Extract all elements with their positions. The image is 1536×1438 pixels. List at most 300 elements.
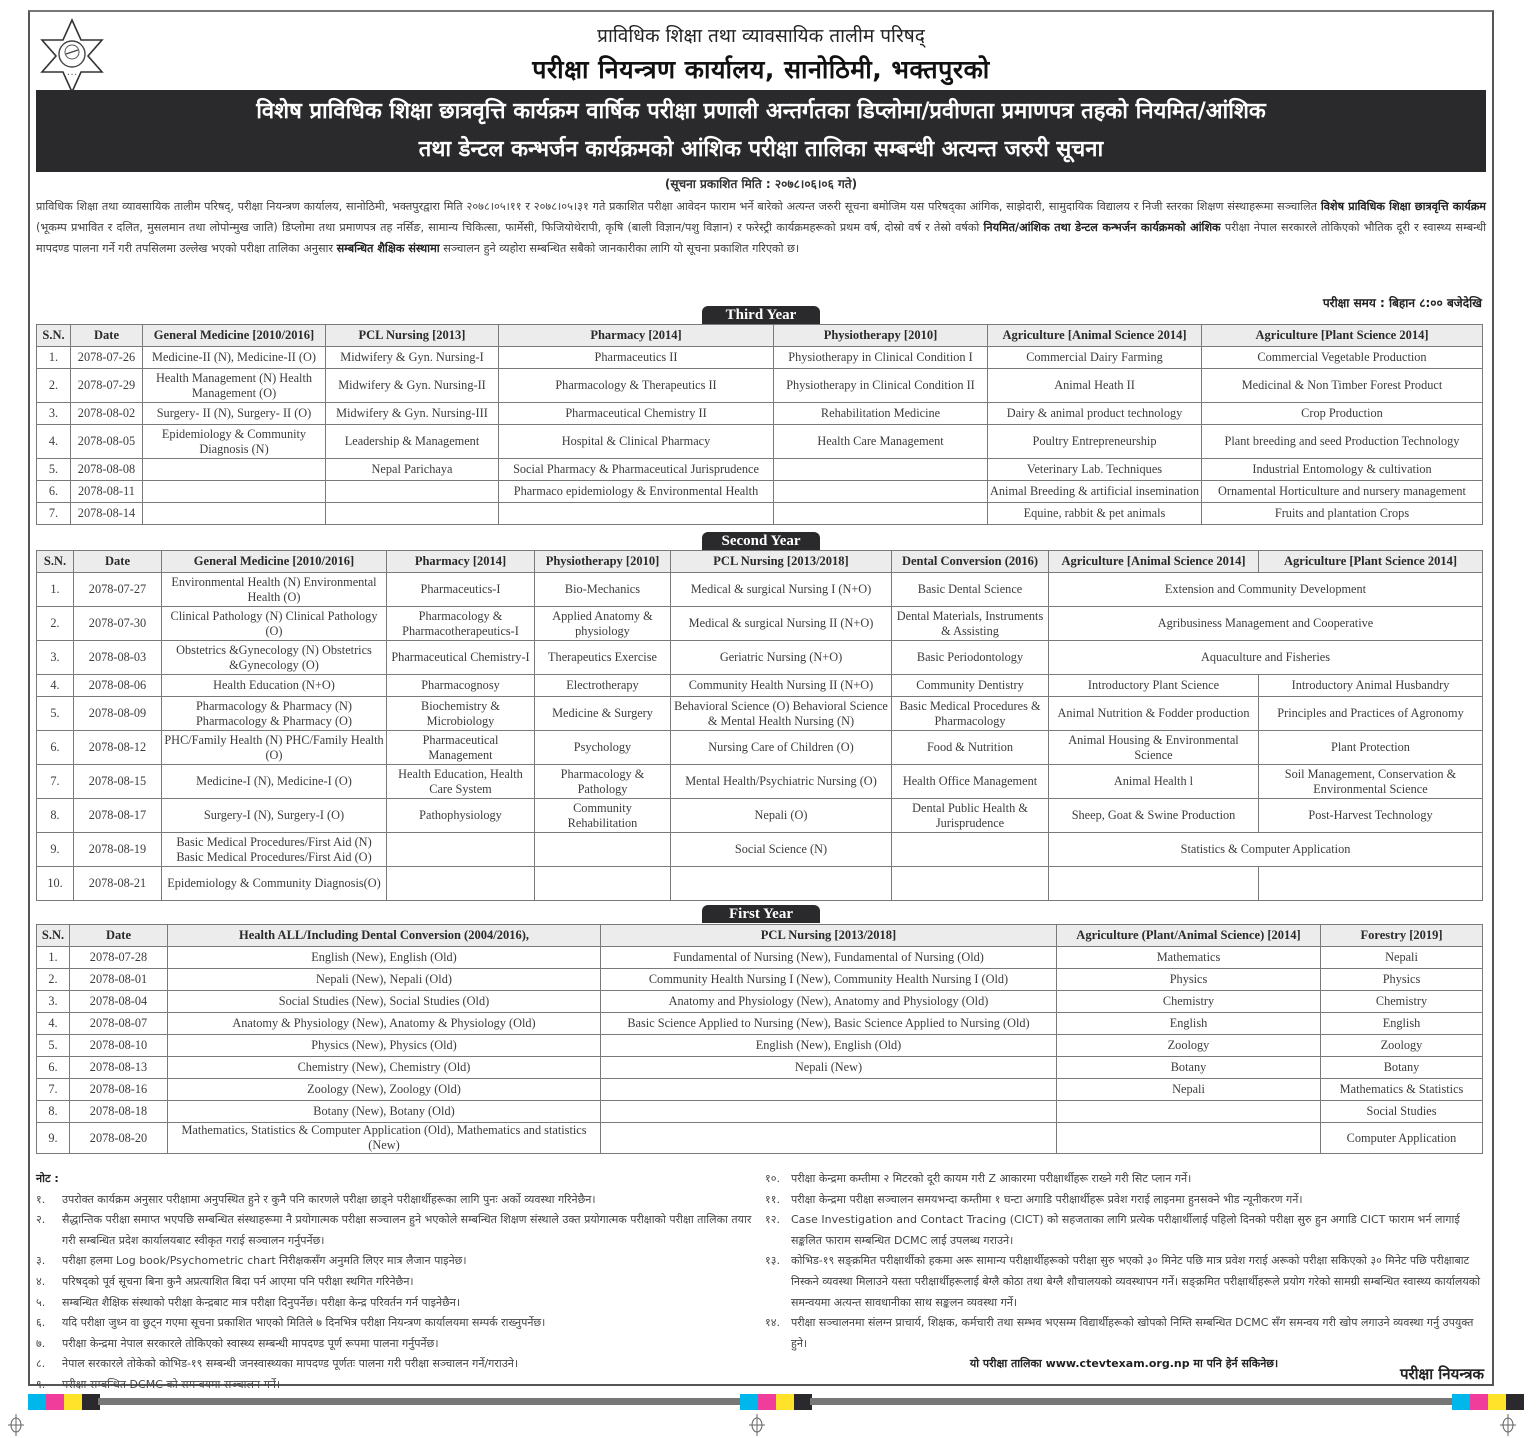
note-number: ४.: [36, 1274, 46, 1288]
column-header: General Medicine [2010/2016]: [162, 551, 387, 573]
subject-cell: [892, 833, 1049, 867]
serial-number: 9.: [37, 1123, 70, 1154]
exam-date: 2078-07-26: [71, 347, 143, 369]
subject-cell: Hospital & Clinical Pharmacy: [499, 425, 774, 459]
column-header: Date: [74, 551, 162, 573]
subject-cell: Midwifery & Gyn. Nursing-III: [326, 403, 499, 425]
signature-exam-controller: परीक्षा नियन्त्रक: [1400, 1365, 1484, 1383]
subject-cell: English (New), English (Old): [168, 947, 601, 969]
table-row: [37, 1057, 1483, 1079]
section-title-third-year: Third Year: [702, 306, 820, 324]
subject-cell: Dental Materials, Instruments & Assisting: [892, 607, 1049, 641]
note-text: नेपाल सरकारले तोकेको कोभिड-१९ सम्बन्धी जनस्वास्थ्यका मापदण्ड पूर्णतः पालना गरी परीक्षा सञ्चालन गर्ने/गराउने।: [62, 1357, 519, 1371]
svg-text:• • •: • • •: [67, 72, 77, 77]
table-row: [37, 481, 1483, 503]
subject-cell: Anatomy and Physiology (New), Anatomy and Physiology (Old): [601, 991, 1057, 1013]
column-header: Health ALL/Including Dental Conversion (2004/2016),: [168, 925, 601, 947]
subject-cell: Health Management (N) Health Management (O): [143, 369, 326, 403]
print-gray-bar: [98, 1398, 740, 1405]
color-swatch: [758, 1394, 776, 1410]
table-row: [37, 1101, 1483, 1123]
serial-number: 8.: [37, 1101, 70, 1123]
column-header: Physiotherapy [2010]: [535, 551, 671, 573]
subject-cell: Agribusiness Management and Cooperative: [1049, 607, 1483, 641]
exam-date: 2078-08-12: [74, 731, 162, 765]
subject-cell: Zoology (New), Zoology (Old): [168, 1079, 601, 1101]
serial-number: 5.: [37, 459, 71, 481]
subject-cell: [671, 867, 892, 901]
subject-cell: [387, 833, 535, 867]
intro-text: परीक्षा नेपाल सरकारले तोकिएको भौतिक दूरी र स्वास्थ्य सम्बन्धी मापदण्ड पालना गर्ने गरी तपसिलमा उल्लेख भएको परीक्षा तालिका अनुसार: [36, 221, 1486, 255]
table-row: [37, 765, 1483, 799]
registration-mark-icon: [749, 1414, 765, 1436]
subject-cell: Basic Periodontology: [892, 641, 1049, 675]
subject-cell: [1057, 1123, 1321, 1154]
note-item: [765, 1190, 1483, 1211]
subject-cell: Pharmacology & Pharmacotherapeutics-I: [387, 607, 535, 641]
subject-cell: Physics: [1057, 969, 1321, 991]
serial-number: 4.: [37, 425, 71, 459]
subject-cell: Nepali: [1057, 1079, 1321, 1101]
notice-title-banner: [36, 90, 1486, 172]
subject-cell: Pharmacology & Pathology: [535, 765, 671, 799]
note-number: ८.: [36, 1357, 46, 1371]
subject-cell: Nepali (New): [601, 1057, 1057, 1079]
notes-right-column: [765, 1169, 1483, 1375]
exam-date: 2078-08-17: [74, 799, 162, 833]
subject-cell: Botany: [1057, 1057, 1321, 1079]
exam-date: 2078-07-30: [74, 607, 162, 641]
subject-cell: Pharmaceutical Chemistry II: [499, 403, 774, 425]
table-row: [37, 641, 1483, 675]
subject-cell: [774, 459, 988, 481]
note-item: [765, 1169, 1483, 1190]
subject-cell: Animal Nutrition & Fodder production: [1049, 697, 1259, 731]
serial-number: 1.: [37, 947, 70, 969]
subject-cell: Medical & surgical Nursing I (N+O): [671, 573, 892, 607]
subject-cell: Health Education (N+O): [162, 675, 387, 697]
serial-number: 1.: [37, 347, 71, 369]
registration-mark-icon: [1500, 1414, 1516, 1436]
table-row: [37, 731, 1483, 765]
subject-cell: [1057, 1101, 1321, 1123]
subject-cell: Pharmacognosy: [387, 675, 535, 697]
subject-cell: Pathophysiology: [387, 799, 535, 833]
subject-cell: Clinical Pathology (N) Clinical Pathology (O): [162, 607, 387, 641]
subject-cell: Veterinary Lab. Techniques: [988, 459, 1202, 481]
subject-cell: Basic Medical Procedures/First Aid (N) Basic Medical Procedures/First Aid (O): [162, 833, 387, 867]
subject-cell: [601, 1101, 1057, 1123]
note-item: [36, 1251, 756, 1272]
subject-cell: Medical & surgical Nursing II (N+O): [671, 607, 892, 641]
subject-cell: Extension and Community Development: [1049, 573, 1483, 607]
note-item: [765, 1313, 1483, 1354]
subject-cell: Community Rehabilitation: [535, 799, 671, 833]
subject-cell: Health Care Management: [774, 425, 988, 459]
note-item: [36, 1190, 756, 1211]
subject-cell: Epidemiology & Community Diagnosis(O): [162, 867, 387, 901]
subject-cell: Pharmaceutical Management: [387, 731, 535, 765]
subject-cell: Botany (New), Botany (Old): [168, 1101, 601, 1123]
column-header: PCL Nursing [2013/2018]: [601, 925, 1057, 947]
subject-cell: Animal Health l: [1049, 765, 1259, 799]
serial-number: 4.: [37, 675, 74, 697]
council-name: प्राविधिक शिक्षा तथा व्यावसायिक तालीम परिषद्: [597, 25, 925, 47]
color-swatch: [740, 1394, 758, 1410]
table-row: [37, 969, 1483, 991]
subject-cell: Epidemiology & Community Diagnosis (N): [143, 425, 326, 459]
subject-cell: Physics (New), Physics (Old): [168, 1035, 601, 1057]
subject-cell: Crop Production: [1202, 403, 1483, 425]
subject-cell: [1049, 867, 1259, 901]
note-item: [36, 1354, 756, 1375]
column-header: Date: [71, 325, 143, 347]
subject-cell: Nepali: [1321, 947, 1483, 969]
subject-cell: Post-Harvest Technology: [1259, 799, 1483, 833]
exam-date: 2078-08-11: [71, 481, 143, 503]
column-header: Pharmacy [2014]: [499, 325, 774, 347]
column-header: Date: [70, 925, 168, 947]
subject-cell: Equine, rabbit & pet animals: [988, 503, 1202, 525]
subject-cell: Leadership & Management: [326, 425, 499, 459]
subject-cell: Social Studies (New), Social Studies (Old): [168, 991, 601, 1013]
subject-cell: Social Studies: [1321, 1101, 1483, 1123]
subject-cell: Biochemistry & Microbiology: [387, 697, 535, 731]
table-row: [37, 675, 1483, 697]
subject-cell: Basic Medical Procedures & Pharmacology: [892, 697, 1049, 731]
subject-cell: Fruits and plantation Crops: [1202, 503, 1483, 525]
note-number: ७.: [36, 1336, 46, 1350]
subject-cell: Animal Breeding & artificial insemination: [988, 481, 1202, 503]
note-number: ६.: [36, 1316, 46, 1330]
exam-date: 2078-08-06: [74, 675, 162, 697]
color-swatch: [1506, 1394, 1524, 1410]
subject-cell: Pharmacology & Therapeutics II: [499, 369, 774, 403]
exam-date: 2078-08-13: [70, 1057, 168, 1079]
table-row: [37, 347, 1483, 369]
published-date: (सूचना प्रकाशित मिति : २०७८।०६।०६ गते): [664, 177, 858, 191]
subject-cell: [143, 459, 326, 481]
serial-number: 7.: [37, 1079, 70, 1101]
serial-number: 10.: [37, 867, 74, 901]
table-row: [37, 403, 1483, 425]
exam-date: 2078-08-18: [70, 1101, 168, 1123]
subject-cell: Principles and Practices of Agronomy: [1259, 697, 1483, 731]
subject-cell: Mathematics: [1057, 947, 1321, 969]
subject-cell: Medicine & Surgery: [535, 697, 671, 731]
subject-cell: Plant Protection: [1259, 731, 1483, 765]
color-swatch: [46, 1394, 64, 1410]
subject-cell: Nursing Care of Children (O): [671, 731, 892, 765]
subject-cell: Electrotherapy: [535, 675, 671, 697]
serial-number: 3.: [37, 991, 70, 1013]
serial-number: 9.: [37, 833, 74, 867]
color-swatch: [1488, 1394, 1506, 1410]
third-year-table: [36, 324, 1483, 525]
subject-cell: Pharmaceutics-I: [387, 573, 535, 607]
subject-cell: Nepali (O): [671, 799, 892, 833]
banner-line-1: विशेष प्राविधिक शिक्षा छात्रवृत्ति कार्यक्रम वार्षिक परीक्षा प्रणाली अन्तर्गतका डिप्लोमा/प्रवीणता प्रमाणपत्र तहको नियमित/आंशिक: [256, 99, 1266, 124]
exam-date: 2078-08-03: [74, 641, 162, 675]
subject-cell: [774, 481, 988, 503]
column-header: Agriculture [Plant Science 2014]: [1259, 551, 1483, 573]
print-color-bar-right: [1452, 1394, 1524, 1410]
subject-cell: Psychology: [535, 731, 671, 765]
subject-cell: Introductory Animal Husbandry: [1259, 675, 1483, 697]
intro-text: प्राविधिक शिक्षा तथा व्यावसायिक तालीम परिषद्, परीक्षा नियन्त्रण कार्यालय, सानोठिमी, भक्तपुरद्वारा मिति २०७८।०५।११ र २०७८।०५।३१ गते प्रकाशित परीक्षा आवेदन फाराम भर्ने बारेको अत्यन्त जरुरी सूचना बमोजिम यस परिषद्का आंगिक, साझेदारी, सामुदायिक विद्यालय र निजी स्तरका शिक्षण संस्थाहरूमा सञ्चालित: [36, 200, 1321, 213]
exam-date: 2078-08-14: [71, 503, 143, 525]
note-item: [765, 1210, 1483, 1251]
column-header: Dental Conversion (2016): [892, 551, 1049, 573]
note-item: [36, 1293, 756, 1314]
subject-cell: Community Health Nursing II (N+O): [671, 675, 892, 697]
note-text: परीक्षा हलमा Log book/Psychometric chart निरीक्षकसँग अनुमति लिएर मात्र लैजान पाइनेछ।: [62, 1254, 467, 1268]
subject-cell: [535, 867, 671, 901]
section-title-second-year: Second Year: [702, 532, 820, 550]
subject-cell: Environmental Health (N) Environmental Health (O): [162, 573, 387, 607]
subject-cell: Health Office Management: [892, 765, 1049, 799]
note-number: १४.: [765, 1316, 780, 1330]
subject-cell: Introductory Plant Science: [1049, 675, 1259, 697]
table-row: [37, 459, 1483, 481]
color-swatch: [28, 1394, 46, 1410]
intro-bold: नियमित/आंशिक तथा डेन्टल कन्भर्जन कार्यक्रमको आंशिक: [983, 221, 1221, 234]
table-row: [37, 833, 1483, 867]
table-header-row: [37, 551, 1483, 573]
subject-cell: Computer Application: [1321, 1123, 1483, 1154]
note-number: १३.: [765, 1254, 780, 1268]
intro-bold: विशेष प्राविधिक शिक्षा छात्रवृत्ति कार्यक्रम: [1320, 200, 1486, 213]
note-item: [36, 1210, 756, 1251]
subject-cell: [892, 867, 1049, 901]
exam-date: 2078-07-29: [71, 369, 143, 403]
subject-cell: [143, 481, 326, 503]
subject-cell: Industrial Entomology & cultivation: [1202, 459, 1483, 481]
subject-cell: Midwifery & Gyn. Nursing-I: [326, 347, 499, 369]
note-text: परीक्षा केन्द्रमा परीक्षा सञ्चालन समयभन्दा कम्तीमा १ घन्टा अगाडि परीक्षार्थीहरू प्रवेश गराई लाइनमा हुनसक्ने भीड न्यूनीकरण गर्ने।: [791, 1192, 1303, 1206]
column-header: S.N.: [37, 925, 70, 947]
notes-left-column: [36, 1169, 756, 1396]
serial-number: 5.: [37, 1035, 70, 1057]
subject-cell: Soil Management, Conservation & Environmental Science: [1259, 765, 1483, 799]
note-number: १२.: [765, 1213, 780, 1227]
subject-cell: Chemistry (New), Chemistry (Old): [168, 1057, 601, 1079]
subject-cell: Behavioral Science (O) Behavioral Science & Mental Health Nursing (N): [671, 697, 892, 731]
color-swatch: [1452, 1394, 1470, 1410]
subject-cell: Zoology: [1057, 1035, 1321, 1057]
subject-cell: Physiotherapy in Clinical Condition II: [774, 369, 988, 403]
exam-date: 2078-08-02: [71, 403, 143, 425]
subject-cell: Therapeutics Exercise: [535, 641, 671, 675]
note-text: कोभिड-१९ सङ्क्रमित परीक्षार्थीको हकमा अरू सामान्य परीक्षार्थीहरूको परीक्षा सुरु भएको ३० मिनेट पछि मात्र प्रवेश गराई अरूको परीक्षा सकिएको ३० मिनेट पछि परीक्षाबाट निस्कने व्यवस्था मिलाउने यस्ता परीक्षार्थीहरूलाई बेग्लै कोठा तथा बेग्लै शौचालयको व्यवस्थापन गर्ने। सङ्क्रमित परीक्षार्थीहरूले प्रयोग गरेको सामग्री सम्बन्धित स्वास्थ्य कार्यालयको समन्वयमा अत्यन्त सावधानीका साथ सङ्कलन व्यवस्था गर्ने।: [791, 1254, 1481, 1309]
print-gray-bar: [810, 1398, 1452, 1405]
first-year-table: [36, 924, 1483, 1154]
column-header: Physiotherapy [2010]: [774, 325, 988, 347]
subject-cell: [326, 481, 499, 503]
subject-cell: Basic Science Applied to Nursing (New), Basic Science Applied to Nursing (Old): [601, 1013, 1057, 1035]
exam-date: 2078-07-27: [74, 573, 162, 607]
serial-number: 4.: [37, 1013, 70, 1035]
subject-cell: Animal Housing & Environmental Science: [1049, 731, 1259, 765]
note-text: परीक्षा सम्बन्धित DCMC को समन्वयमा सञ्चालन गर्ने।: [62, 1377, 281, 1391]
note-number: २.: [36, 1213, 46, 1227]
note-text: उपरोक्त कार्यक्रम अनुसार परीक्षामा अनुपस्थित हुने र कुनै पनि कारणले परीक्षा छाड्ने परीक्षार्थीहरूका लागि पुनः अर्को व्यवस्था गरिनेछैन।: [62, 1192, 596, 1206]
exam-date: 2078-08-08: [71, 459, 143, 481]
column-header: S.N.: [37, 325, 71, 347]
subject-cell: Fundamental of Nursing (New), Fundamental of Nursing (Old): [601, 947, 1057, 969]
subject-cell: Mental Health/Psychiatric Nursing (O): [671, 765, 892, 799]
subject-cell: Chemistry: [1321, 991, 1483, 1013]
table-row: [37, 425, 1483, 459]
table-row: [37, 1035, 1483, 1057]
column-header: Agriculture [Animal Science 2014]: [988, 325, 1202, 347]
subject-cell: PHC/Family Health (N) PHC/Family Health (O): [162, 731, 387, 765]
exam-date: 2078-08-21: [74, 867, 162, 901]
table-row: [37, 991, 1483, 1013]
serial-number: 7.: [37, 503, 71, 525]
note-item: [36, 1334, 756, 1355]
subject-cell: Dairy & animal product technology: [988, 403, 1202, 425]
subject-cell: Obstetrics &Gynecology (N) Obstetrics &Gynecology (O): [162, 641, 387, 675]
subject-cell: Botany: [1321, 1057, 1483, 1079]
color-swatch: [1470, 1394, 1488, 1410]
column-header: Pharmacy [2014]: [387, 551, 535, 573]
exam-time: परीक्षा समय : बिहान ८:०० बजेदेखि: [1322, 296, 1482, 310]
subject-cell: Social Science (N): [671, 833, 892, 867]
table-row: [37, 697, 1483, 731]
serial-number: 1.: [37, 573, 74, 607]
subject-cell: Ornamental Horticulture and nursery management: [1202, 481, 1483, 503]
table-row: [37, 1013, 1483, 1035]
serial-number: 2.: [37, 607, 74, 641]
subject-cell: [535, 833, 671, 867]
subject-cell: Aquaculture and Fisheries: [1049, 641, 1483, 675]
exam-date: 2078-08-10: [70, 1035, 168, 1057]
serial-number: 6.: [37, 481, 71, 503]
intro-bold: सम्बन्धित शैक्षिक संस्थामा: [336, 242, 440, 255]
exam-date: 2078-08-16: [70, 1079, 168, 1101]
note-text: सैद्धान्तिक परीक्षा समाप्त भएपछि सम्बन्धित संस्थाहरूमा नै प्रयोगात्मक परीक्षा सञ्चालन हुने भएकोले सम्बन्धित शिक्षण संस्थाले उक्त प्रयोगात्मक परीक्षाको परीक्षा तालिका तयार गरी सम्बन्धित प्रदेश कार्यालयबाट स्वीकृत गराई सञ्चालन गर्नुपर्नेछ।: [62, 1213, 752, 1247]
table-row: [37, 947, 1483, 969]
print-color-bar-center: [740, 1394, 812, 1410]
serial-number: 6.: [37, 1057, 70, 1079]
section-title-first-year: First Year: [702, 905, 820, 923]
serial-number: 7.: [37, 765, 74, 799]
column-header: General Medicine [2010/2016]: [143, 325, 326, 347]
subject-cell: Geriatric Nursing (N+O): [671, 641, 892, 675]
subject-cell: Rehabilitation Medicine: [774, 403, 988, 425]
note-number: १.: [36, 1192, 46, 1206]
exam-date: 2078-08-01: [70, 969, 168, 991]
subject-cell: English: [1321, 1013, 1483, 1035]
column-header: PCL Nursing [2013]: [326, 325, 499, 347]
subject-cell: Commercial Vegetable Production: [1202, 347, 1483, 369]
exam-date: 2078-08-09: [74, 697, 162, 731]
subject-cell: Animal Heath II: [988, 369, 1202, 403]
table-header-row: [37, 325, 1483, 347]
note-text: सम्बन्धित शैक्षिक संस्थाको परीक्षा केन्द्रबाट मात्र परीक्षा दिनुपर्नेछ। परीक्षा केन्द्र परिवर्तन गर्न पाइनेछैन।: [62, 1295, 461, 1309]
subject-cell: Plant breeding and seed Production Technology: [1202, 425, 1483, 459]
subject-cell: Basic Dental Science: [892, 573, 1049, 607]
subject-cell: English (New), English (Old): [601, 1035, 1057, 1057]
exam-date: 2078-08-20: [70, 1123, 168, 1154]
subject-cell: [143, 503, 326, 525]
serial-number: 3.: [37, 403, 71, 425]
print-color-bar-left: [28, 1394, 100, 1410]
subject-cell: Surgery-I (N), Surgery-I (O): [162, 799, 387, 833]
registration-mark-icon: [8, 1414, 24, 1436]
subject-cell: Pharmacology & Pharmacy (N) Pharmacology & Pharmacy (O): [162, 697, 387, 731]
exam-date: 2078-08-04: [70, 991, 168, 1013]
subject-cell: Statistics & Computer Application: [1049, 833, 1483, 867]
note-text: परीक्षा सञ्चालनमा संलग्न प्राचार्य, शिक्षक, कर्मचारी तथा सम्भव भएसम्म विद्यार्थीहरूको खोपको निम्ति सम्बन्धित DCMC सँग समन्वय गरी खोप लगाउने व्यवस्था गर्नु उपयुक्त हुने।: [791, 1316, 1474, 1350]
second-year-table: [36, 550, 1483, 901]
intro-paragraph: [36, 196, 1486, 259]
subject-cell: [601, 1123, 1057, 1154]
exam-date: 2078-07-28: [70, 947, 168, 969]
table-row: [37, 573, 1483, 607]
note-number: ५.: [36, 1295, 46, 1309]
notice-page: [28, 10, 1494, 1391]
note-text: परीक्षा केन्द्रमा कम्तीमा २ मिटरको दूरी कायम गरी Z आकारमा परीक्षार्थीहरू राख्ने गरी सिट प्लान गर्ने।: [791, 1172, 1192, 1185]
subject-cell: Zoology: [1321, 1035, 1483, 1057]
column-header: Agriculture [Plant Science 2014]: [1202, 325, 1483, 347]
subject-cell: [774, 503, 988, 525]
table-row: [37, 607, 1483, 641]
table-row: [37, 867, 1483, 901]
subject-cell: Physiotherapy in Clinical Condition I: [774, 347, 988, 369]
subject-cell: Poultry Entrepreneurship: [988, 425, 1202, 459]
subject-cell: Dental Public Health & Jurisprudence: [892, 799, 1049, 833]
subject-cell: Applied Anatomy & physiology: [535, 607, 671, 641]
note-number: ११.: [765, 1192, 780, 1206]
note-item: [36, 1272, 756, 1293]
subject-cell: Mathematics, Statistics & Computer Application (Old), Mathematics and statistics (New): [168, 1123, 601, 1154]
subject-cell: Community Dentistry: [892, 675, 1049, 697]
serial-number: 3.: [37, 641, 74, 675]
table-row: [37, 799, 1483, 833]
serial-number: 6.: [37, 731, 74, 765]
note-text: परिषद्को पूर्व सूचना बिना कुनै अप्रत्याशित बिदा पर्न आएमा पनि परीक्षा स्थगित गरिनेछैन।: [62, 1274, 414, 1288]
banner-line-2: तथा डेन्टल कन्भर्जन कार्यक्रमको आंशिक परीक्षा तालिका सम्बन्धी अत्यन्त जरुरी सूचना: [418, 137, 1104, 162]
subject-cell: Health Education, Health Care System: [387, 765, 535, 799]
column-header: PCL Nursing [2013/2018]: [671, 551, 892, 573]
subject-cell: [326, 503, 499, 525]
note-item: [765, 1251, 1483, 1313]
note-number: ३.: [36, 1254, 46, 1268]
subject-cell: Pharmaceutics II: [499, 347, 774, 369]
intro-text: (भूकम्प प्रभावित र दलित, मुसलमान तथा लोपोन्मुख जाति) डिप्लोमा तथा प्रमाणपत्र तह नर्सिङ, सामान्य चिकित्सा, फार्मेसी, फिजियोथेरापी, कृषि (बाली विज्ञान/पशु विज्ञान) र फरेस्ट्री कार्यक्रमहरूको प्रथम वर्ष, दोस्रो वर्ष र तेस्रो वर्षको: [36, 221, 984, 234]
color-swatch: [64, 1394, 82, 1410]
table-header-row: [37, 925, 1483, 947]
subject-cell: Mathematics & Statistics: [1321, 1079, 1483, 1101]
color-swatch: [776, 1394, 794, 1410]
subject-cell: Physics: [1321, 969, 1483, 991]
note-text: Case Investigation and Contact Tracing (CICT) को सहजताका लागि प्रत्येक परीक्षार्थीलाई पहिलो दिनको परीक्षा सुरु हुन अगाडि CICT फाराम भर्न लागाई सङ्कलित फाराम सम्बन्धित DCMC लाई उपलब्ध गराउने।: [791, 1213, 1460, 1247]
table-row: [37, 503, 1483, 525]
subject-cell: [387, 867, 535, 901]
column-header: Agriculture [Animal Science 2014]: [1049, 551, 1259, 573]
subject-cell: Social Pharmacy & Pharmaceutical Jurisprudence: [499, 459, 774, 481]
subject-cell: Food & Nutrition: [892, 731, 1049, 765]
note-item: [36, 1375, 756, 1396]
serial-number: 8.: [37, 799, 74, 833]
subject-cell: Nepali (New), Nepali (Old): [168, 969, 601, 991]
serial-number: 5.: [37, 697, 74, 731]
column-header: S.N.: [37, 551, 74, 573]
subject-cell: English: [1057, 1013, 1321, 1035]
note-text: यदि परीक्षा जुध्न वा छुट्न गएमा सूचना प्रकाशित भाएको मितिले ७ दिनभित्र परीक्षा नियन्त्रण कार्यालयमा सम्पर्क राख्नुपर्नेछ।: [62, 1316, 546, 1330]
